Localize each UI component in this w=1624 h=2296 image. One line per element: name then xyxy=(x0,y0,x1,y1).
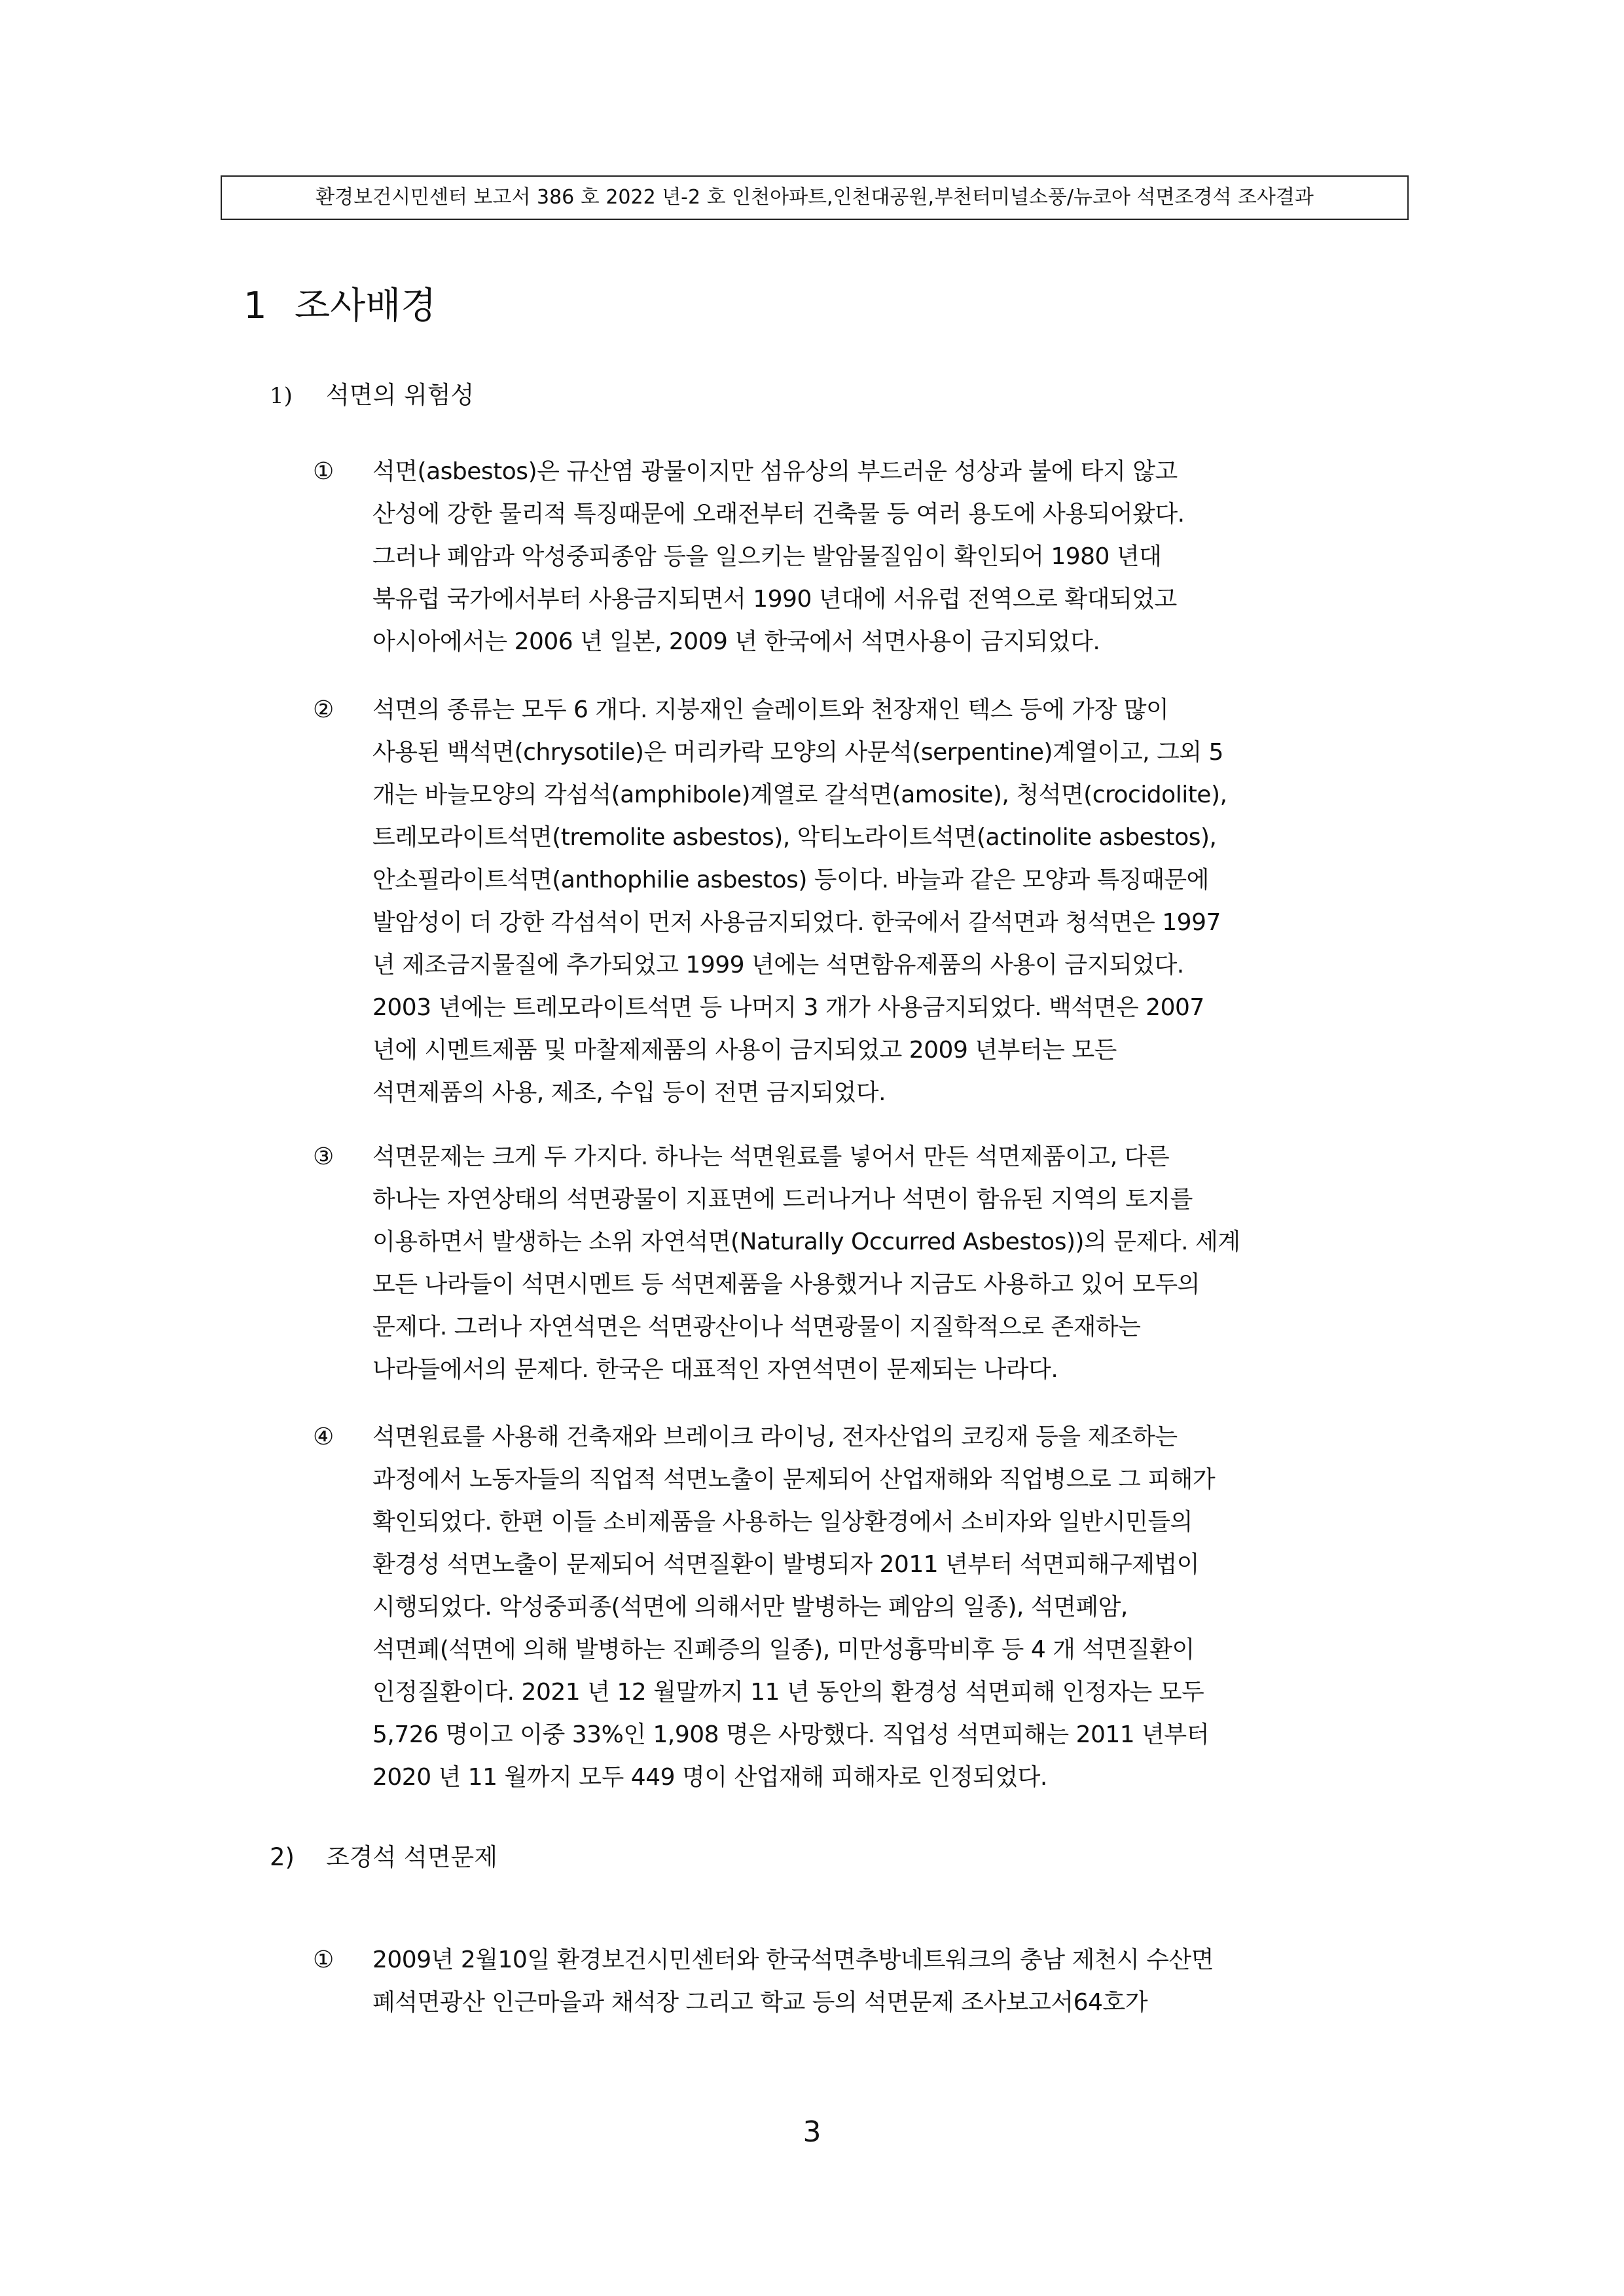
text-line: 하나는 자연상태의 석면광물이 지표면에 드러나거나 석면이 함유된 지역의 토지를 xyxy=(372,1186,1193,1213)
section-number: 1 xyxy=(244,285,267,327)
text-line: 환경성 석면노출이 문제되어 석면질환이 발병되자 2011 년부터 석면피해구제법이 xyxy=(372,1551,1200,1578)
section-title xyxy=(244,280,436,332)
text-line: 그러나 폐암과 악성중피종암 등을 일으키는 발암물질임이 확인되어 1980 년대 xyxy=(372,543,1162,570)
subsection-title: 조경석 석면문제 xyxy=(326,1843,497,1871)
text-line: 문제다. 그러나 자연석면은 석면광산이나 석면광물이 지질학적으로 존재하는 xyxy=(372,1314,1141,1340)
subsection-number: 2) xyxy=(270,1843,295,1871)
text-line: 개는 바늘모양의 각섬석(amphibole)계열로 갈석면(amosite), 청석면(crocidolite), xyxy=(372,781,1227,808)
text-line: 시행되었다. 악성중피종(석면에 의해서만 발병하는 폐암의 일종), 석면폐암, xyxy=(372,1594,1128,1621)
item-marker: ② xyxy=(313,696,334,723)
text-line: 5,726 명이고 이중 33%인 1,908 명은 사망했다. 직업성 석면피해는 2011 년부터 xyxy=(372,1721,1209,1748)
item-marker: ③ xyxy=(313,1143,334,1170)
header-text: 환경보건시민센터 보고서 386 호 2022 년-2 호 인천아파트,인천대공원,부천터미널소풍/뉴코아 석면조경석 조사결과 xyxy=(316,186,1314,209)
page-number: 3 xyxy=(803,2115,821,2149)
text-line: 과정에서 노동자들의 직업적 석면노출이 문제되어 산업재해와 직업병으로 그 피해가 xyxy=(372,1466,1216,1493)
subsection-heading-1 xyxy=(270,377,474,414)
text-line: 석면원료를 사용해 건축재와 브레이크 라이닝, 전자산업의 코킹재 등을 제조하는 xyxy=(372,1424,1178,1450)
text-line: 안소필라이트석면(anthophilie asbestos) 등이다. 바늘과 같은 모양과 특징때문에 xyxy=(372,867,1209,893)
subsection-title: 석면의 위험성 xyxy=(326,381,475,409)
paragraph-body xyxy=(372,450,1185,663)
text-line: 석면문제는 크게 두 가지다. 하나는 석면원료를 넣어서 만든 석면제품이고, 다른 xyxy=(372,1143,1170,1170)
text-line: 인정질환이다. 2021 년 12 월말까지 11 년 동안의 환경성 석면피해 인정자는 모두 xyxy=(372,1679,1204,1706)
text-line: 2009년 2월10일 환경보건시민센터와 한국석면추방네트워크의 충남 제천시 수산면 xyxy=(372,1946,1214,1973)
text-line: 년에 시멘트제품 및 마찰제제품의 사용이 금지되었고 2009 년부터는 모든 xyxy=(372,1037,1117,1064)
paragraph-body xyxy=(372,689,1227,1114)
text-line: 석면의 종류는 모두 6 개다. 지붕재인 슬레이트와 천장재인 텍스 등에 가장 많이 xyxy=(372,696,1169,723)
text-line: 발암성이 더 강한 각섬석이 먼저 사용금지되었다. 한국에서 갈석면과 청석면은 1997 xyxy=(372,909,1221,936)
text-line: 년 제조금지물질에 추가되었고 1999 년에는 석면함유제품의 사용이 금지되었다. xyxy=(372,952,1184,978)
paragraph-body xyxy=(372,1939,1214,2024)
text-line: 모든 나라들이 석면시멘트 등 석면제품을 사용했거나 지금도 사용하고 있어 모두의 xyxy=(372,1271,1200,1298)
text-line: 석면폐(석면에 의해 발병하는 진폐증의 일종), 미만성흉막비후 등 4 개 석면질환이 xyxy=(372,1636,1195,1663)
item-marker: ① xyxy=(313,1946,334,1973)
text-line: 2003 년에는 트레모라이트석면 등 나머지 3 개가 사용금지되었다. 백석면은 2007 xyxy=(372,994,1204,1021)
text-line: 석면(asbestos)은 규산염 광물이지만 섬유상의 부드러운 성상과 불에 타지 않고 xyxy=(372,458,1178,485)
subsection-heading-2 xyxy=(270,1839,497,1876)
text-line: 산성에 강한 물리적 특징때문에 오래전부터 건축물 등 여러 용도에 사용되어왔다. xyxy=(372,501,1185,528)
item-marker: ① xyxy=(313,458,334,485)
item-marker: ④ xyxy=(313,1424,334,1450)
text-line: 아시아에서는 2006 년 일본, 2009 년 한국에서 석면사용이 금지되었다. xyxy=(372,628,1100,655)
text-line: 사용된 백석면(chrysotile)은 머리카락 모양의 사문석(serpentine)계열이고, 그외 5 xyxy=(372,739,1223,766)
text-line: 확인되었다. 한편 이들 소비제품을 사용하는 일상환경에서 소비자와 일반시민들의 xyxy=(372,1509,1193,1535)
text-line: 트레모라이트석면(tremolite asbestos), 악티노라이트석면(actinolite asbestos), xyxy=(372,824,1217,851)
text-line: 나라들에서의 문제다. 한국은 대표적인 자연석면이 문제되는 나라다. xyxy=(372,1356,1058,1383)
text-line: 북유럽 국가에서부터 사용금지되면서 1990 년대에 서유럽 전역으로 확대되었고 xyxy=(372,586,1177,613)
text-line: 2020 년 11 월까지 모두 449 명이 산업재해 피해자로 인정되었다. xyxy=(372,1764,1047,1791)
text-line: 이용하면서 발생하는 소위 자연석면(Naturally Occurred Asbestos))의 문제다. 세계 xyxy=(372,1229,1240,1255)
paragraph-body xyxy=(372,1416,1215,1799)
section-title-text: 조사배경 xyxy=(295,285,437,327)
subsection-number: 1) xyxy=(270,383,293,409)
text-line: 석면제품의 사용, 제조, 수입 등이 전면 금지되었다. xyxy=(372,1079,886,1106)
text-line: 폐석면광산 인근마을과 채석장 그리고 학교 등의 석면문제 조사보고서64호가 xyxy=(372,1989,1147,2016)
paragraph-body xyxy=(372,1136,1240,1391)
document-header xyxy=(221,175,1409,220)
